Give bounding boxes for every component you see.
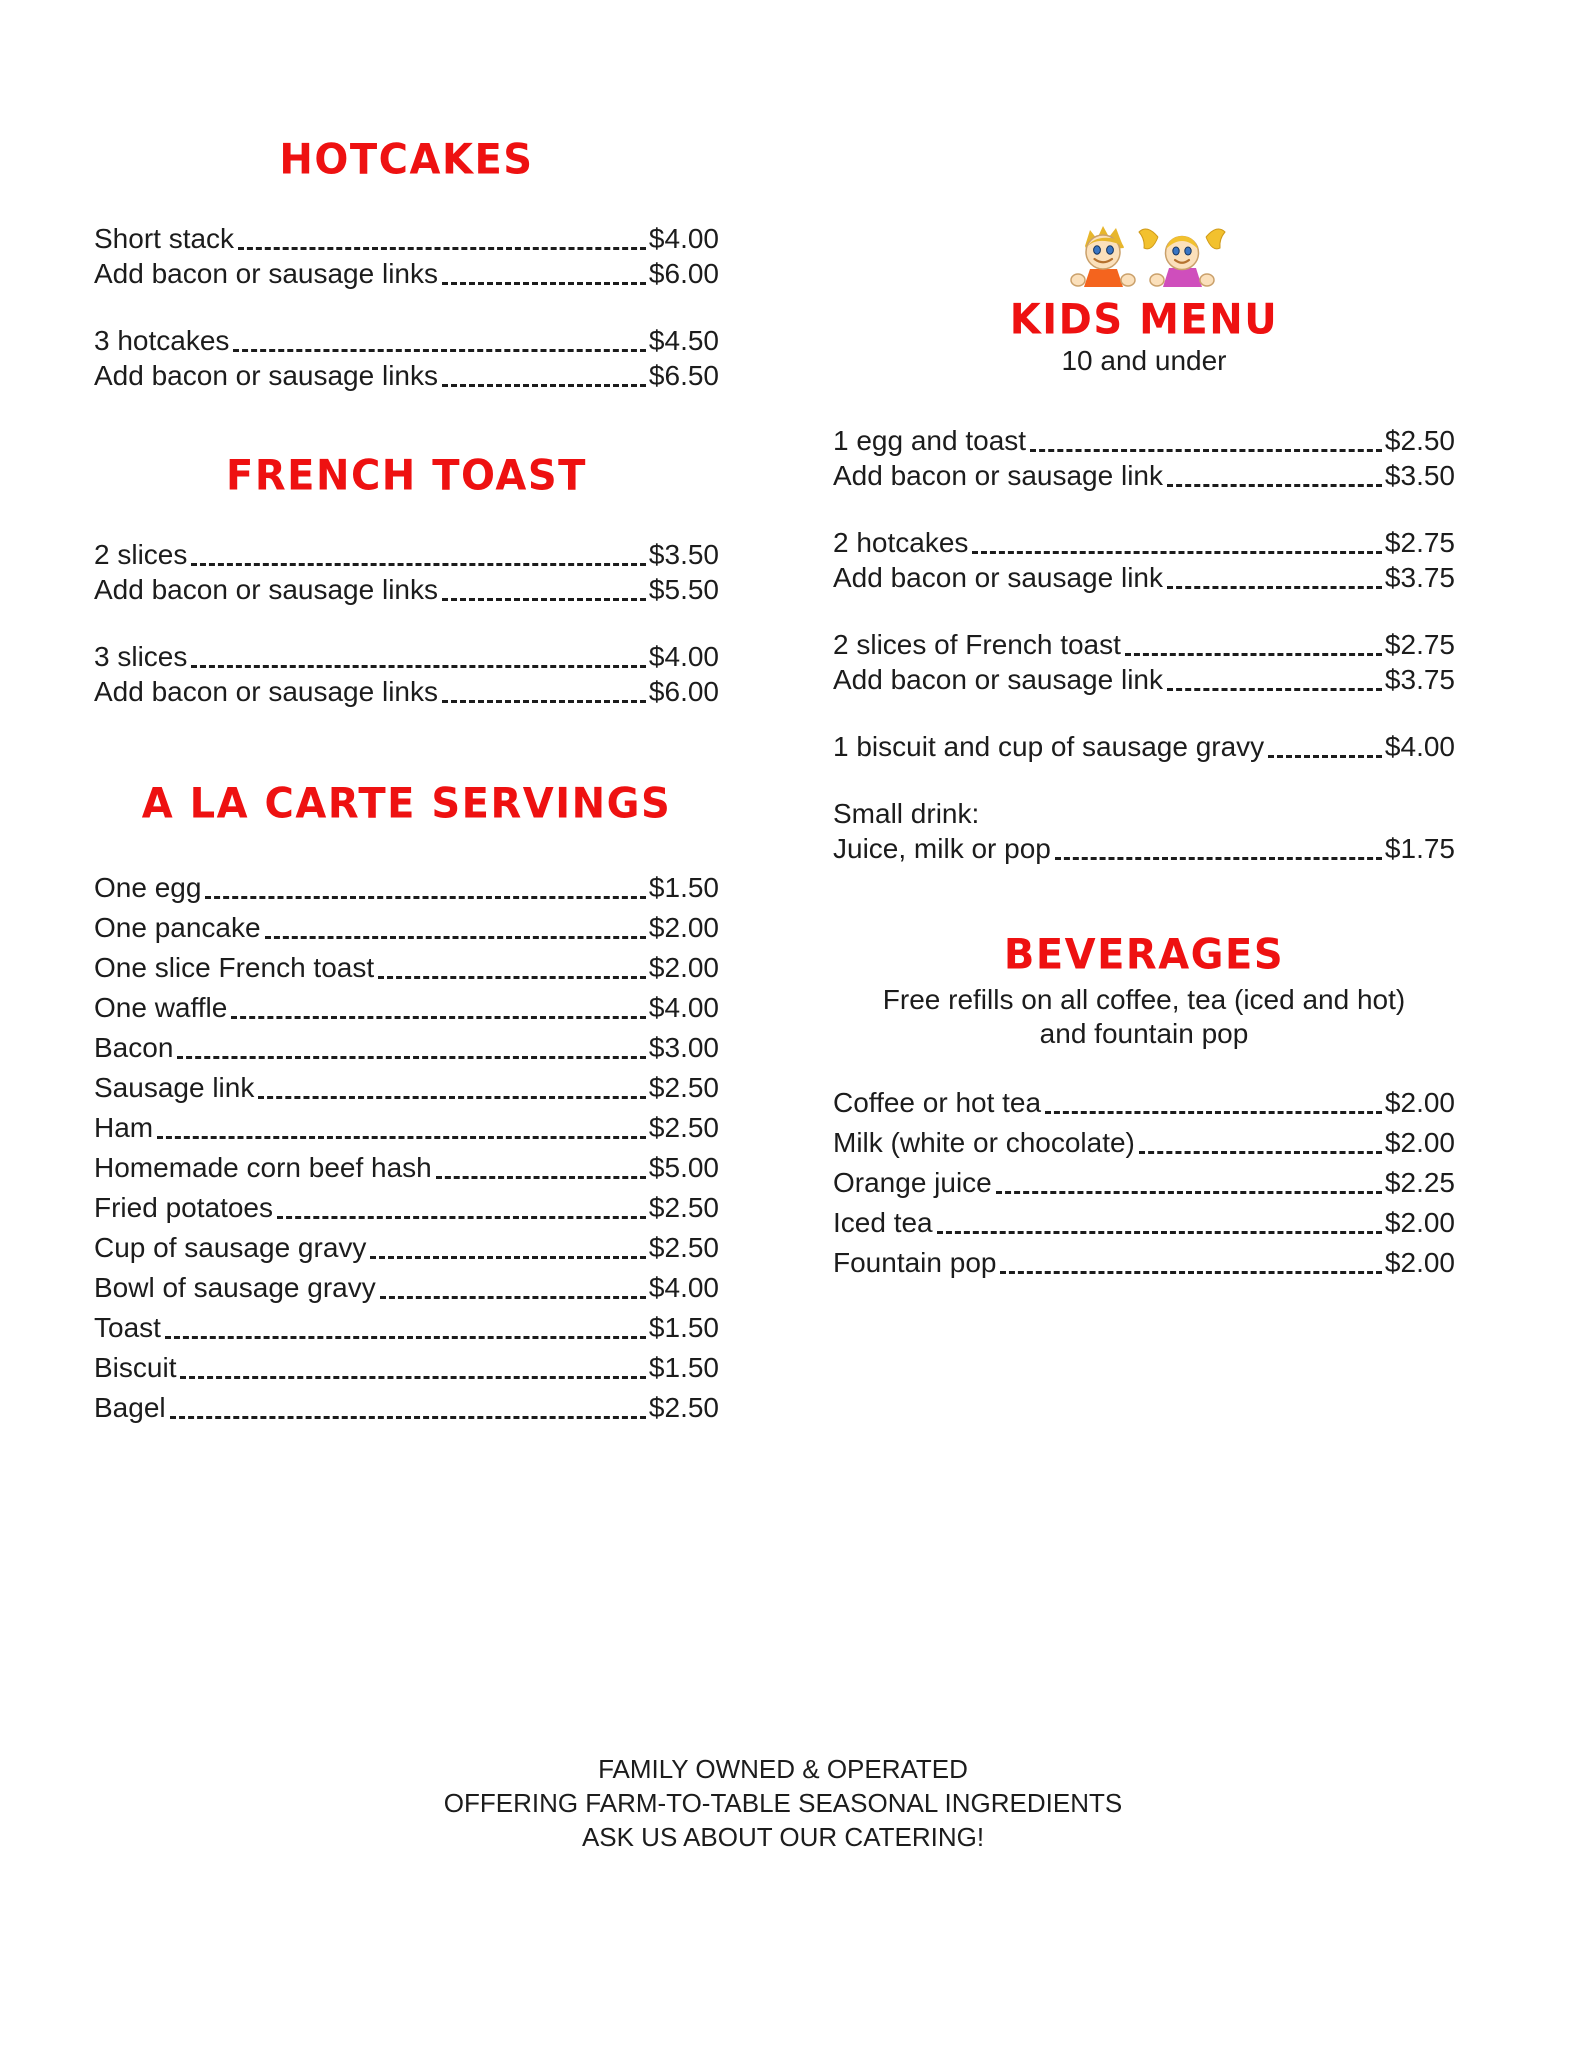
dotted-leader xyxy=(165,1336,646,1339)
item-label: 3 slices xyxy=(94,641,188,672)
item-price: $5.50 xyxy=(648,574,719,605)
menu-item-row xyxy=(94,357,719,392)
dotted-leader xyxy=(1167,586,1382,589)
item-label: Fried potatoes xyxy=(94,1192,273,1223)
dotted-leader xyxy=(442,598,646,601)
dotted-leader xyxy=(1125,653,1382,656)
section-subtitle xyxy=(833,983,1455,1051)
menu-item-row xyxy=(94,1144,719,1184)
boy-icon xyxy=(1071,226,1135,287)
item-price: $2.50 xyxy=(648,1072,719,1103)
menu-item-row xyxy=(94,1064,719,1104)
menu-item-row xyxy=(833,1199,1455,1239)
footer-line: ASK US ABOUT OUR CATERING! xyxy=(581,1822,985,1852)
item-price: $3.50 xyxy=(1384,460,1455,491)
menu-item-row xyxy=(833,661,1455,696)
item-price: $6.00 xyxy=(648,676,719,707)
item-label: One egg xyxy=(94,872,202,903)
item-price: $2.00 xyxy=(1384,1207,1455,1238)
item-label: Ham xyxy=(94,1112,154,1143)
section-title: FRENCH TOAST xyxy=(226,452,587,500)
dotted-leader xyxy=(972,551,1382,554)
menu-item-row xyxy=(833,1159,1455,1199)
item-label: Iced tea xyxy=(833,1207,933,1238)
dotted-leader xyxy=(1055,857,1382,860)
menu-group xyxy=(833,1079,1455,1279)
item-price: $4.00 xyxy=(648,223,719,254)
section-subtitle-line: and fountain pop xyxy=(1039,1018,1249,1049)
item-label: Add bacon or sausage links xyxy=(94,574,438,605)
menu-item-row xyxy=(94,1104,719,1144)
item-price: $2.75 xyxy=(1384,527,1455,558)
menu-item-row xyxy=(94,904,719,944)
menu-item-row xyxy=(94,984,719,1024)
dotted-leader xyxy=(205,896,646,899)
menu-item-row xyxy=(833,422,1455,457)
item-price: $2.00 xyxy=(1384,1127,1455,1158)
item-label: 1 egg and toast xyxy=(833,425,1027,456)
section-hotcakes xyxy=(94,136,719,392)
menu-item-row xyxy=(833,728,1455,763)
item-label: One slice French toast xyxy=(94,952,375,983)
section-subtitle xyxy=(833,344,1455,378)
dotted-leader xyxy=(442,384,646,387)
section-a-la-carte xyxy=(94,780,719,1424)
menu-item-row xyxy=(94,1384,719,1424)
item-price: $2.00 xyxy=(1384,1087,1455,1118)
dotted-leader xyxy=(937,1231,1382,1234)
item-label: Milk (white or chocolate) xyxy=(833,1127,1135,1158)
item-label: One pancake xyxy=(94,912,261,943)
dotted-leader xyxy=(442,282,646,285)
footer-line: OFFERING FARM-TO-TABLE SEASONAL INGREDIENTS xyxy=(443,1788,1123,1818)
item-label: Add bacon or sausage link xyxy=(833,460,1163,491)
item-price: $2.00 xyxy=(648,912,719,943)
item-price: $6.00 xyxy=(648,258,719,289)
item-label: Biscuit xyxy=(94,1352,177,1383)
dotted-leader xyxy=(380,1296,646,1299)
item-label: 3 hotcakes xyxy=(94,325,230,356)
item-price: $2.00 xyxy=(648,952,719,983)
item-label: Cup of sausage gravy xyxy=(94,1232,367,1263)
dotted-leader xyxy=(1268,755,1382,758)
item-label: 2 hotcakes xyxy=(833,527,969,558)
dotted-leader xyxy=(370,1256,646,1259)
dotted-leader xyxy=(277,1216,646,1219)
menu-item-row xyxy=(833,795,1455,830)
item-label: Homemade corn beef hash xyxy=(94,1152,432,1183)
item-label: Coffee or hot tea xyxy=(833,1087,1042,1118)
menu-item-row xyxy=(94,220,719,255)
section-title: HOTCAKES xyxy=(279,136,534,184)
dotted-leader xyxy=(436,1176,646,1179)
menu-group xyxy=(94,864,719,1424)
menu-item-row xyxy=(94,1264,719,1304)
item-price: $4.00 xyxy=(1384,731,1455,762)
item-price: $3.75 xyxy=(1384,562,1455,593)
menu-group xyxy=(94,322,719,392)
dotted-leader xyxy=(231,1016,646,1019)
menu-item-row xyxy=(833,1079,1455,1119)
item-price: $2.50 xyxy=(1384,425,1455,456)
dotted-leader xyxy=(996,1191,1382,1194)
item-label: 1 biscuit and cup of sausage gravy xyxy=(833,731,1265,762)
dotted-leader xyxy=(1167,688,1382,691)
item-price: $2.00 xyxy=(1384,1247,1455,1278)
item-label: Small drink: xyxy=(833,798,980,829)
item-label: Add bacon or sausage links xyxy=(94,676,438,707)
item-label: Juice, milk or pop xyxy=(833,833,1051,864)
item-price: $4.00 xyxy=(648,641,719,672)
menu-item-row xyxy=(833,830,1455,865)
item-label: 2 slices of French toast xyxy=(833,629,1121,660)
kids-icon xyxy=(1057,222,1232,292)
item-price: $4.50 xyxy=(648,325,719,356)
menu-group xyxy=(833,524,1455,594)
menu-item-row xyxy=(94,1024,719,1064)
item-price: $2.50 xyxy=(648,1112,719,1143)
item-label: 2 slices xyxy=(94,539,188,570)
menu-item-row xyxy=(833,626,1455,661)
menu-item-row xyxy=(833,524,1455,559)
menu-item-row xyxy=(94,255,719,290)
dotted-leader xyxy=(1139,1151,1382,1154)
dotted-leader xyxy=(442,700,646,703)
item-price: $1.50 xyxy=(648,1312,719,1343)
menu-group xyxy=(94,536,719,606)
menu-item-row xyxy=(833,559,1455,594)
item-label: Sausage link xyxy=(94,1072,255,1103)
item-label: Fountain pop xyxy=(833,1247,997,1278)
dotted-leader xyxy=(170,1416,646,1419)
item-price: $1.50 xyxy=(648,872,719,903)
right-column xyxy=(833,222,1455,1279)
menu-group xyxy=(833,728,1455,763)
left-column xyxy=(94,136,719,1424)
item-label: Add bacon or sausage links xyxy=(94,258,438,289)
section-kids-menu xyxy=(833,222,1455,865)
item-label: Bacon xyxy=(94,1032,174,1063)
dotted-leader xyxy=(157,1136,646,1139)
dotted-leader xyxy=(1000,1271,1381,1274)
section-beverages xyxy=(833,931,1455,1279)
dotted-leader xyxy=(177,1056,646,1059)
item-price: $4.00 xyxy=(648,992,719,1023)
kids-icon-wrap xyxy=(833,222,1455,292)
menu-item-row xyxy=(94,944,719,984)
menu-item-row xyxy=(94,322,719,357)
menu-item-row xyxy=(833,1239,1455,1279)
menu-group xyxy=(833,626,1455,696)
item-label: Add bacon or sausage link xyxy=(833,664,1163,695)
item-price: $2.75 xyxy=(1384,629,1455,660)
menu-group xyxy=(94,638,719,708)
item-label: Short stack xyxy=(94,223,235,254)
menu-item-row xyxy=(94,1224,719,1264)
dotted-leader xyxy=(1045,1111,1382,1114)
menu-item-row xyxy=(94,864,719,904)
item-label: Orange juice xyxy=(833,1167,992,1198)
item-label: Bowl of sausage gravy xyxy=(94,1272,376,1303)
item-price: $2.25 xyxy=(1384,1167,1455,1198)
item-price: $2.50 xyxy=(648,1392,719,1423)
dotted-leader xyxy=(1030,449,1382,452)
dotted-leader xyxy=(180,1376,645,1379)
item-price: $1.50 xyxy=(648,1352,719,1383)
section-title: A LA CARTE SERVINGS xyxy=(141,780,672,828)
dotted-leader xyxy=(191,665,646,668)
menu-item-row xyxy=(94,638,719,673)
section-title: KIDS MENU xyxy=(1009,296,1279,344)
girl-icon xyxy=(1139,229,1225,287)
menu-item-row xyxy=(833,457,1455,492)
dotted-leader xyxy=(378,976,646,979)
item-price: $4.00 xyxy=(648,1272,719,1303)
item-price: $5.00 xyxy=(648,1152,719,1183)
menu-group xyxy=(833,422,1455,492)
menu-item-row xyxy=(94,1344,719,1384)
item-label: One waffle xyxy=(94,992,228,1023)
dotted-leader xyxy=(238,247,646,250)
item-price: $2.50 xyxy=(648,1192,719,1223)
dotted-leader xyxy=(1167,484,1382,487)
item-label: Bagel xyxy=(94,1392,166,1423)
dotted-leader xyxy=(258,1096,646,1099)
menu-group xyxy=(833,795,1455,865)
item-label: Toast xyxy=(94,1312,161,1343)
item-price: $6.50 xyxy=(648,360,719,391)
item-price: $3.00 xyxy=(648,1032,719,1063)
dotted-leader xyxy=(265,936,646,939)
item-price: $1.75 xyxy=(1384,833,1455,864)
item-price: $2.50 xyxy=(648,1232,719,1263)
menu-item-row xyxy=(94,1304,719,1344)
menu-item-row xyxy=(94,673,719,708)
item-label: Add bacon or sausage link xyxy=(833,562,1163,593)
section-subtitle-line: 10 and under xyxy=(1061,345,1227,376)
item-label: Add bacon or sausage links xyxy=(94,360,438,391)
section-subtitle-line: Free refills on all coffee, tea (iced and hot) xyxy=(882,984,1406,1015)
item-price: $3.50 xyxy=(648,539,719,570)
menu-item-row xyxy=(94,536,719,571)
section-title: BEVERAGES xyxy=(1003,931,1285,979)
item-price: $3.75 xyxy=(1384,664,1455,695)
menu-item-row xyxy=(94,571,719,606)
menu-group xyxy=(94,220,719,290)
menu-item-row xyxy=(94,1184,719,1224)
section-french-toast xyxy=(94,452,719,708)
menu-item-row xyxy=(833,1119,1455,1159)
footer-line: FAMILY OWNED & OPERATED xyxy=(598,1754,968,1784)
dotted-leader xyxy=(191,563,646,566)
footer xyxy=(433,1752,1133,1854)
dotted-leader xyxy=(233,349,646,352)
